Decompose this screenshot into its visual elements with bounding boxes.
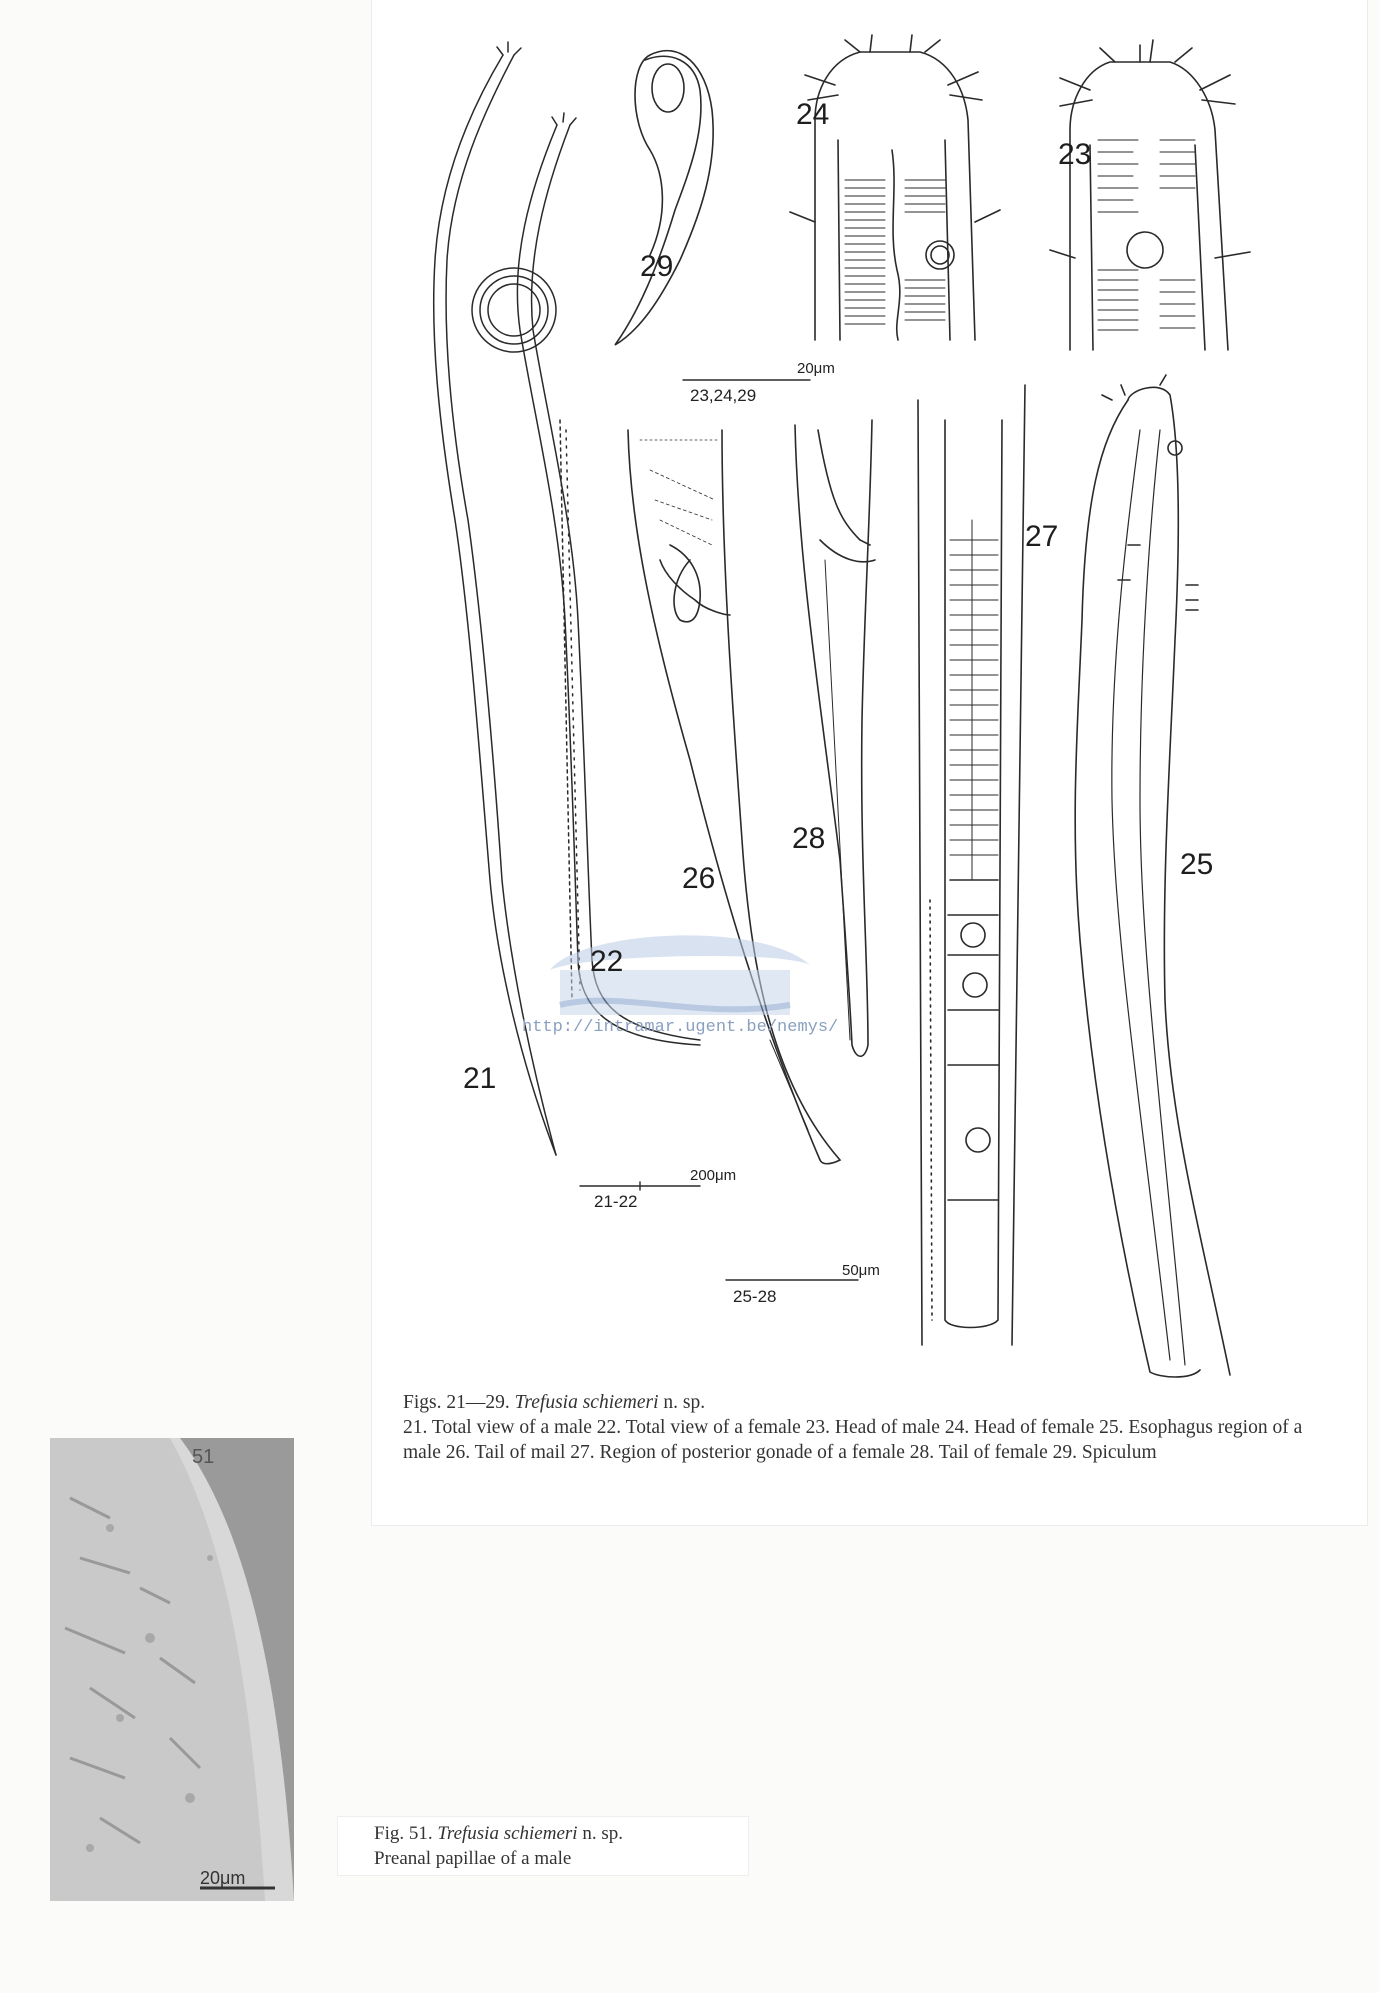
figure-number-27: 27 (1025, 520, 1059, 553)
drawing-26 (628, 430, 840, 1164)
drawing-29 (615, 51, 713, 345)
fig51-title (374, 1821, 748, 1846)
figure-number-29: 29 (640, 250, 674, 283)
watermark-url: http://intramar.ugent.be/nemys/ (522, 1018, 839, 1037)
photo-figure-number: 51 (192, 1446, 215, 1468)
photo-texture (50, 1438, 294, 1901)
scale-bar-2-label: 21-22 (594, 1192, 638, 1211)
figure-number-23: 23 (1058, 138, 1092, 171)
figure-number-28: 28 (792, 822, 826, 855)
figure-caption (403, 1390, 1328, 1465)
fig51-description: Preanal papillae of a male (374, 1848, 572, 1869)
drawing-23 (1050, 40, 1250, 350)
fig51-prefix: Fig. 51. (374, 1823, 433, 1844)
scale-bar-3-value: 50μm (842, 1262, 880, 1279)
caption-suffix: n. sp. (663, 1392, 706, 1413)
figure-number-26: 26 (682, 862, 716, 895)
watermark-logo (520, 910, 840, 1030)
scale-bar-2 (580, 1182, 700, 1190)
drawing-27 (918, 385, 1025, 1345)
scale-bar-1-value: 20μm (797, 360, 835, 377)
figure-number-25: 25 (1180, 848, 1214, 881)
figure-number-24: 24 (796, 98, 830, 131)
drawing-24 (790, 35, 1000, 340)
caption-body: 21. Total view of a male 22. Total view of a female 23. Head of male 24. Head of female 25. Esophagus region of a male 26. Tail of mail 27. Region of posterior gonade of a female 28. Tail of female 29. Spiculum (403, 1417, 1303, 1463)
scale-bar-2-value: 200μm (690, 1167, 737, 1184)
caption-title (403, 1390, 1328, 1415)
fig51-suffix: n. sp. (582, 1823, 623, 1844)
sem-photo (50, 1438, 294, 1901)
figure-number-22: 22 (590, 945, 624, 978)
fig51-species: Trefusia schiemeri (437, 1823, 578, 1844)
scale-bar-3-label: 25-28 (733, 1287, 777, 1306)
photo-scale-label: 20μm (200, 1868, 246, 1888)
caption-prefix: Figs. 21—29. (403, 1392, 510, 1413)
caption-species: Trefusia schiemeri (514, 1392, 659, 1413)
scale-bar-1-label: 23,24,29 (690, 386, 757, 405)
fig51-caption (338, 1817, 748, 1875)
figure-number-21: 21 (463, 1062, 497, 1095)
